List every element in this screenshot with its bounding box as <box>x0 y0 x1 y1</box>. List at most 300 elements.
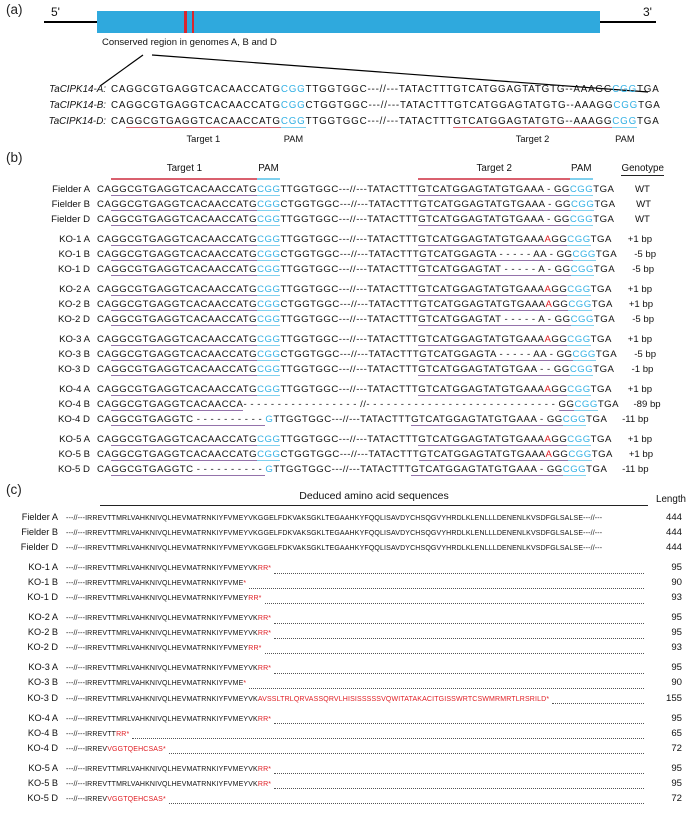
seq-segment: GTCATGGAGTATGTGAAA <box>419 299 546 310</box>
length-value: 93 <box>671 592 682 604</box>
line-name-label: KO-4 A <box>59 384 90 395</box>
dna-sequence <box>97 234 612 245</box>
seq-segment: CGG <box>612 116 638 127</box>
genotype-value: -11 bp <box>622 464 649 475</box>
seq-segment: GGCGTGAGGTCACAACCATG <box>111 449 258 460</box>
seq-segment: CA <box>97 364 112 375</box>
seq-segment: CGG <box>257 299 281 310</box>
length-value: 72 <box>671 742 682 754</box>
seq-segment: GG <box>552 449 569 460</box>
seq-segment: GG <box>551 334 568 345</box>
protein-sequence <box>66 665 271 672</box>
seq-segment: CGG <box>257 199 281 210</box>
seq-segment: AVSSLTRLQRVASSQRVLHISISSSSSVQWITATAKACITGISSWRTCSWMRMRTLRSRILD* <box>257 695 550 703</box>
line-name-label: KO-2 A <box>28 612 58 623</box>
seq-segment: GGCGTGAGGTCACAACCATG <box>111 234 258 245</box>
seq-segment: TGA <box>637 84 660 95</box>
truncation-dots <box>132 738 644 739</box>
protein-sequence <box>66 630 271 637</box>
seq-segment: CGG <box>280 116 306 127</box>
line-name-label: KO-3 D <box>27 692 58 703</box>
seq-segment: ---//---IRREVTTMRLVAHKNIVQLHEVMATRNKIYFVME <box>66 580 244 588</box>
seq-segment: GG <box>551 284 568 295</box>
sequence-row <box>0 349 657 364</box>
seq-segment: GGCGTGAGGTCACAACCATG <box>111 314 258 325</box>
seq-segment: CGG <box>562 414 587 425</box>
dna-sequence <box>97 449 613 460</box>
seq-segment: TGA <box>593 184 615 195</box>
protein-sequence <box>66 696 549 703</box>
line-name-label: KO-1 D <box>27 592 58 603</box>
truncation-dots <box>274 638 644 639</box>
line-name-label: KO-1 D <box>58 264 90 275</box>
seq-segment: TTGGTGGC---//---TATACTTT <box>280 284 419 295</box>
seq-segment: GTCATGGAGTAT - - - - - A - GG <box>418 264 571 275</box>
seq-segment: TTGGTGGC---//---TATACTTT <box>280 264 419 275</box>
seq-segment: CA <box>97 414 112 425</box>
seq-segment: CGG <box>257 234 281 245</box>
protein-sequence <box>66 680 246 687</box>
line-name-label: KO-5 A <box>28 762 58 773</box>
sequence-row <box>0 334 654 349</box>
sequence-row <box>0 364 654 379</box>
seq-segment: CGG <box>570 264 594 275</box>
seq-segment: GGCGTGAGGTC - - - - - - - - - - <box>111 464 266 475</box>
line-name-label: KO-3 D <box>58 364 90 375</box>
seq-segment: ---//---IRREVTTMRLVAHKNIVQLHEVMATRNKIYFVMEYVK <box>66 695 258 703</box>
seq-segment: CGG <box>568 449 592 460</box>
genotype-group <box>0 184 700 229</box>
seq-segment: ---//---IRREVTTMRLVAHKNIVQLHEVMATRNKIYFVMEYVKGGELFDKVAKSGKLTEGAAHKYFQQLISAVDYCHSQGVYHRDLKLENLLLDENENLKVSDFGLSALSE---//--- <box>66 515 603 522</box>
seq-segment: GGCGTGAGGTCACAACCATG <box>111 264 258 275</box>
seq-segment: ---//---IRREVTTMRLVAHKNIVQLHEVMATRNKIYFVMEYVK <box>66 565 258 573</box>
length-value: 65 <box>671 727 682 739</box>
seq-segment: CA <box>97 334 112 345</box>
seq-segment: CA <box>97 299 112 310</box>
seq-segment: TGA <box>638 100 661 111</box>
line-name-label: KO-2 B <box>58 299 90 310</box>
truncation-dots <box>169 803 644 804</box>
target-label-pam1: PAM <box>283 134 304 144</box>
line-name-label: KO-1 A <box>28 562 58 573</box>
seq-segment: TGA <box>586 464 608 475</box>
seq-segment: CGG <box>257 214 281 225</box>
line-name-label: KO-4 D <box>27 742 58 753</box>
seq-segment: GTCATGGAGTATGTGAAA <box>418 384 545 395</box>
line-name-label: KO-4 B <box>27 727 58 738</box>
genotype-value: +1 bp <box>627 434 653 445</box>
seq-segment: TGA <box>593 264 616 275</box>
length-value: 95 <box>671 762 682 774</box>
b-overline-pam2 <box>570 178 593 180</box>
seq-segment: A <box>545 299 553 310</box>
genotype-value: WT <box>636 199 651 210</box>
sequence-row <box>0 264 654 279</box>
conserved-region-caption: Conserved region in genomes A, B and D <box>102 37 277 48</box>
seq-segment: RR* <box>257 780 272 788</box>
line-name-label: KO-4 D <box>58 414 90 425</box>
length-value: 90 <box>671 677 682 689</box>
seq-segment: TGA <box>590 384 612 395</box>
truncation-dots <box>265 603 644 604</box>
seq-segment: CGG <box>567 284 591 295</box>
seq-segment: TTGGTGGC---//---TATACTTT <box>280 364 419 375</box>
seq-segment: GTCATGGAGTATGTGAAA <box>418 434 545 445</box>
seq-segment: GGCGTGAGGTCACAACCA <box>111 399 244 410</box>
seq-segment: CGG <box>570 314 594 325</box>
protein-row <box>0 592 682 607</box>
sequence-row <box>0 116 700 132</box>
seq-segment: CA <box>111 116 127 127</box>
sequence-row <box>0 399 661 414</box>
seq-segment: TTGGTGGC---//---TATACTTTGTCATGGAGTATGTG--AAAGG <box>305 84 613 95</box>
truncation-dots <box>249 588 644 589</box>
seq-segment: CGG <box>257 264 281 275</box>
seq-segment: ---//---IRREVTTMRLVAHKNIVQLHEVMATRNKIYFVMEYVK <box>66 715 258 723</box>
genotype-value: +1 bp <box>627 384 653 395</box>
seq-segment: A <box>544 384 552 395</box>
genotype-value: +1 bp <box>627 234 653 245</box>
protein-group <box>0 562 700 607</box>
seq-segment: CGG <box>562 464 587 475</box>
seq-segment: ---//---IRREVTTMRLVAHKNIVQLHEVMATRNKIYFVMEY <box>66 595 249 603</box>
sequence-row <box>0 100 700 116</box>
genotype-value: -11 bp <box>622 414 649 425</box>
seq-segment: GTCATGGAGTATGTGAAA - GG <box>411 414 563 425</box>
seq-segment: CAGGCGTGAGGTCACAACCATG <box>111 100 281 111</box>
seq-segment: GTCATGGAGTATGTGAAA - GG <box>418 214 570 225</box>
seq-segment: ---//---IRREVTTMRLVAHKNIVQLHEVMATRNKIYFVMEYVK <box>66 615 258 623</box>
seq-segment: GGCGTGAGGTCACAACCATG <box>111 364 258 375</box>
seq-segment: GTCATGGAGTA - - - - - AA - GG <box>419 249 573 260</box>
seq-segment: CGG <box>257 349 281 360</box>
genotype-value: +1 bp <box>628 449 654 460</box>
dna-sequence <box>111 100 661 111</box>
seq-segment: CA <box>97 284 112 295</box>
seq-segment: ---//---IRREVTTMRLVAHKNIVQLHEVMATRNKIYFVMEYVK <box>66 665 258 673</box>
seq-segment: * <box>243 680 247 688</box>
protein-group <box>0 612 700 657</box>
seq-segment: RR* <box>257 615 272 623</box>
gene-name-label: TaCIPK14-A: <box>49 84 106 95</box>
seq-segment: A <box>544 334 552 345</box>
line-name-label: KO-4 A <box>28 712 58 723</box>
seq-segment: CA <box>97 184 112 195</box>
dna-sequence <box>97 299 613 310</box>
seq-segment: CGG <box>280 100 306 111</box>
b-header-target2: Target 2 <box>476 163 512 174</box>
seq-segment: CA <box>97 384 112 395</box>
seq-segment: GG <box>558 399 575 410</box>
seq-segment: * <box>243 580 247 588</box>
b-overline-target1 <box>111 178 257 180</box>
genotype-group <box>0 234 700 279</box>
line-name-label: KO-3 A <box>59 334 90 345</box>
protein-group <box>0 763 700 808</box>
line-name-label: KO-5 B <box>58 449 90 460</box>
seq-segment: GTCATGGAGTATGTGAAA <box>418 334 545 345</box>
seq-segment: GGCGTGAGGTC - - - - - - - - - - <box>111 414 266 425</box>
dna-sequence <box>97 284 612 295</box>
seq-segment: CA <box>97 349 112 360</box>
dna-sequence <box>97 364 614 375</box>
seq-segment: ---//---IRREVTT <box>66 730 117 738</box>
protein-row <box>0 693 682 708</box>
line-name-label: KO-1 B <box>27 577 58 588</box>
seq-segment: ---//---IRREV <box>66 745 108 753</box>
seq-segment: TGA <box>597 399 620 410</box>
protein-sequence <box>66 515 602 522</box>
sequence-row <box>0 464 654 479</box>
seq-segment: GTCATGGAGTATGTGAAA - GG <box>419 199 571 210</box>
seq-segment: CTGGTGGC---//---TATACTTT <box>280 299 420 310</box>
seq-segment: CGG <box>257 334 281 345</box>
seq-segment: RR* <box>257 565 272 573</box>
seq-segment: A <box>544 434 552 445</box>
protein-sequence <box>66 580 246 587</box>
sequence-row <box>0 184 654 199</box>
seq-segment: CA <box>97 234 112 245</box>
line-name-label: KO-1 A <box>59 234 90 245</box>
line-name-label: KO-3 B <box>27 677 58 688</box>
line-name-label: KO-5 D <box>27 792 58 803</box>
seq-segment: CGG <box>569 184 594 195</box>
genotype-value: -5 bp <box>634 349 657 360</box>
c-header-title: Deduced amino acid sequences <box>100 490 648 506</box>
truncation-dots <box>274 673 644 674</box>
seq-segment: G <box>265 414 274 425</box>
seq-segment: RR* <box>116 730 130 738</box>
dna-sequence <box>97 314 615 325</box>
protein-row <box>0 527 682 542</box>
length-value: 444 <box>665 512 682 523</box>
seq-segment: TTGGTGGC---//---TATACTTT <box>273 414 412 425</box>
seq-segment: CGG <box>257 449 281 460</box>
protein-sequence <box>66 530 602 537</box>
seq-segment: CGG <box>280 84 306 95</box>
length-value: 95 <box>671 662 682 674</box>
seq-segment: TGA <box>586 414 608 425</box>
seq-segment: GTCATGGAGTATGTG--AAAGG <box>453 116 613 127</box>
seq-segment: ---//---IRREV <box>66 795 108 803</box>
seq-segment: RR* <box>248 645 262 653</box>
dna-sequence <box>97 334 612 345</box>
seq-segment: GTCATGGAGTATGTGAAA <box>418 234 545 245</box>
panel-b-tag: (b) <box>6 150 23 165</box>
line-name-label: KO-3 B <box>58 349 90 360</box>
seq-segment: CGG <box>257 184 281 195</box>
seq-segment: GTCATGGAGTA - - - - - AA - GG <box>419 349 573 360</box>
seq-segment: TGA <box>590 334 612 345</box>
seq-segment: ---//---IRREVTTMRLVAHKNIVQLHEVMATRNKIYFVMEY <box>66 645 249 653</box>
seq-segment: TGA <box>637 116 660 127</box>
seq-segment: TGA <box>591 449 613 460</box>
genotype-group <box>0 284 700 329</box>
truncation-dots <box>265 653 644 654</box>
seq-segment: GGCGTGAGGTCACAACCATG <box>111 249 258 260</box>
protein-row <box>0 778 682 793</box>
panel-a-rows <box>0 84 700 132</box>
target-label-pam2: PAM <box>615 134 635 144</box>
seq-segment: CGG <box>257 364 281 375</box>
truncation-dots <box>274 788 644 789</box>
line-name-label: KO-2 A <box>59 284 90 295</box>
seq-segment: GGCGTGAGGTCACAACCATG <box>111 334 258 345</box>
seq-segment: A <box>545 449 553 460</box>
protein-row <box>0 763 682 778</box>
panel-c <box>0 482 700 819</box>
seq-segment: CGG <box>572 249 596 260</box>
sequence-row <box>0 214 654 229</box>
seq-segment: CGG <box>567 234 591 245</box>
line-name-label: Fielder A <box>52 184 90 195</box>
panel-b <box>0 150 700 482</box>
seq-segment: CTGGTGGC---//---TATACTTTGTCATGGAGTATGTG--AAAGG <box>305 100 614 111</box>
genotype-value: -5 bp <box>632 264 655 275</box>
dna-sequence <box>97 349 617 360</box>
seq-segment: CGG <box>567 334 591 345</box>
line-name-label: KO-2 D <box>58 314 90 325</box>
seq-segment: TGA <box>595 249 618 260</box>
seq-segment: ---//---IRREVTTMRLVAHKNIVQLHEVMATRNKIYFVME <box>66 680 244 688</box>
seq-segment: TTGGTGGC---//---TATACTTT <box>280 334 419 345</box>
b-header-pam1: PAM <box>258 163 279 174</box>
sequence-row <box>0 234 654 249</box>
protein-sequence <box>66 746 166 753</box>
truncation-dots <box>274 723 644 724</box>
dna-sequence <box>97 214 614 225</box>
line-name-label: KO-2 D <box>27 642 58 653</box>
length-value: 93 <box>671 642 682 654</box>
line-name-label: KO-1 B <box>58 249 90 260</box>
sequence-row <box>0 384 654 399</box>
line-name-label: KO-5 B <box>27 777 58 788</box>
dna-sequence <box>97 184 614 195</box>
seq-segment: CA <box>97 199 112 210</box>
protein-row <box>0 542 682 557</box>
genotype-value: +1 bp <box>627 284 653 295</box>
protein-row <box>0 577 682 592</box>
seq-segment: TTGGTGGC---//---TATACTTT <box>280 314 419 325</box>
seq-segment: CA <box>97 464 112 475</box>
length-value: 95 <box>671 627 682 639</box>
length-value: 444 <box>665 542 682 554</box>
seq-segment: GTCATGGAGTATGTGAAA <box>419 449 546 460</box>
protein-sequence <box>66 595 262 602</box>
protein-sequence <box>66 716 271 723</box>
protein-row <box>0 743 682 758</box>
truncation-dots <box>169 753 644 754</box>
seq-segment: CGG <box>574 399 598 410</box>
target-label-t1: Target 1 <box>186 134 221 144</box>
line-name-label: KO-3 A <box>28 662 58 673</box>
line-name-label: Fielder B <box>51 199 90 210</box>
panel-a-tag: (a) <box>6 2 23 17</box>
genotype-group <box>0 334 700 379</box>
seq-segment: GG <box>552 299 569 310</box>
line-name-label: KO-5 D <box>58 464 90 475</box>
protein-sequence <box>66 545 602 552</box>
protein-sequence <box>66 781 271 788</box>
seq-segment: GTCATGGAGTATGTGAAA <box>418 284 545 295</box>
seq-segment: CGG <box>257 249 281 260</box>
length-value: 95 <box>671 562 682 574</box>
seq-segment: CGG <box>612 84 637 95</box>
protein-row <box>0 627 682 642</box>
protein-row <box>0 728 682 743</box>
seq-segment: VGGTQEHCSAS* <box>107 795 166 803</box>
dna-sequence <box>97 249 617 260</box>
dna-sequence <box>97 264 615 275</box>
protein-sequence <box>66 615 271 622</box>
seq-segment: GGCGTGAGGTCACAACCATG <box>111 299 258 310</box>
seq-segment: RR* <box>257 765 272 773</box>
line-name-label: Fielder A <box>21 512 58 522</box>
seq-segment: CGG <box>257 384 281 395</box>
protein-sequence <box>66 766 271 773</box>
seq-segment: ---//---IRREVTTMRLVAHKNIVQLHEVMATRNKIYFVMEYVK <box>66 630 258 638</box>
seq-segment: ---//---IRREVTTMRLVAHKNIVQLHEVMATRNKIYFVMEYVK <box>66 765 258 773</box>
seq-segment: RR* <box>257 630 272 638</box>
seq-segment: TTGGTGGC---//---TATACTTT <box>273 464 412 475</box>
seq-segment: CTGGTGGC---//---TATACTTT <box>280 249 420 260</box>
protein-group <box>0 512 700 557</box>
seq-segment: TGA <box>593 214 615 225</box>
length-value: 444 <box>665 527 682 539</box>
seq-segment: CGG <box>257 284 281 295</box>
seq-segment: TTGGTGGC---//---TATACTTT <box>280 184 419 195</box>
line-name-label: Fielder D <box>51 214 90 225</box>
c-header-length: Length <box>656 494 686 505</box>
b-header-genotype: Genotype <box>621 163 664 174</box>
dna-sequence <box>97 464 607 475</box>
protein-row <box>0 662 682 677</box>
panel-c-tag: (c) <box>6 482 22 497</box>
sequence-row <box>0 299 654 314</box>
genotype-group <box>0 384 700 429</box>
seq-segment: GTCATGGAGTATGTGAA - - GG <box>418 364 570 375</box>
length-value: 95 <box>671 712 682 724</box>
seq-segment: ---//---IRREVTTMRLVAHKNIVQLHEVMATRNKIYFVMEYVKGGELFDKVAKSGKLTEGAAHKYFQQLISAVDYCHSQGVYHRDLKLENLLLDENENLKVSDFGLSALSE---//--- <box>66 545 603 553</box>
protein-row <box>0 512 682 527</box>
seq-segment: CA <box>97 399 112 410</box>
target-label-t2: Target 2 <box>515 134 550 144</box>
dna-sequence <box>97 399 619 410</box>
length-value: 95 <box>671 777 682 789</box>
seq-segment: CTGGTGGC---//---TATACTTT <box>280 349 420 360</box>
gene-name-label: TaCIPK14-D: <box>48 116 106 127</box>
seq-segment: CGG <box>257 314 281 325</box>
b-overline-pam1 <box>257 178 280 180</box>
panel-b-rows <box>0 184 700 484</box>
sequence-row <box>0 284 654 299</box>
seq-segment: RR* <box>257 715 272 723</box>
protein-row <box>0 612 682 627</box>
line-name-label: KO-2 B <box>27 627 58 638</box>
sequence-row <box>0 449 654 464</box>
seq-segment: A <box>544 234 552 245</box>
seq-segment: GG <box>551 434 568 445</box>
seq-segment: CGG <box>613 100 639 111</box>
sequence-row <box>0 249 657 264</box>
seq-segment: CGG <box>570 199 595 210</box>
genotype-value: -1 bp <box>631 364 654 375</box>
panel-a <box>0 0 700 150</box>
genotype-value: -89 bp <box>633 399 661 410</box>
seq-segment: GGCGTGAGGTCACAACCATG <box>111 434 258 445</box>
truncation-dots <box>552 703 644 704</box>
seq-segment: CTGGTGGC---//---TATACTTT <box>280 449 420 460</box>
